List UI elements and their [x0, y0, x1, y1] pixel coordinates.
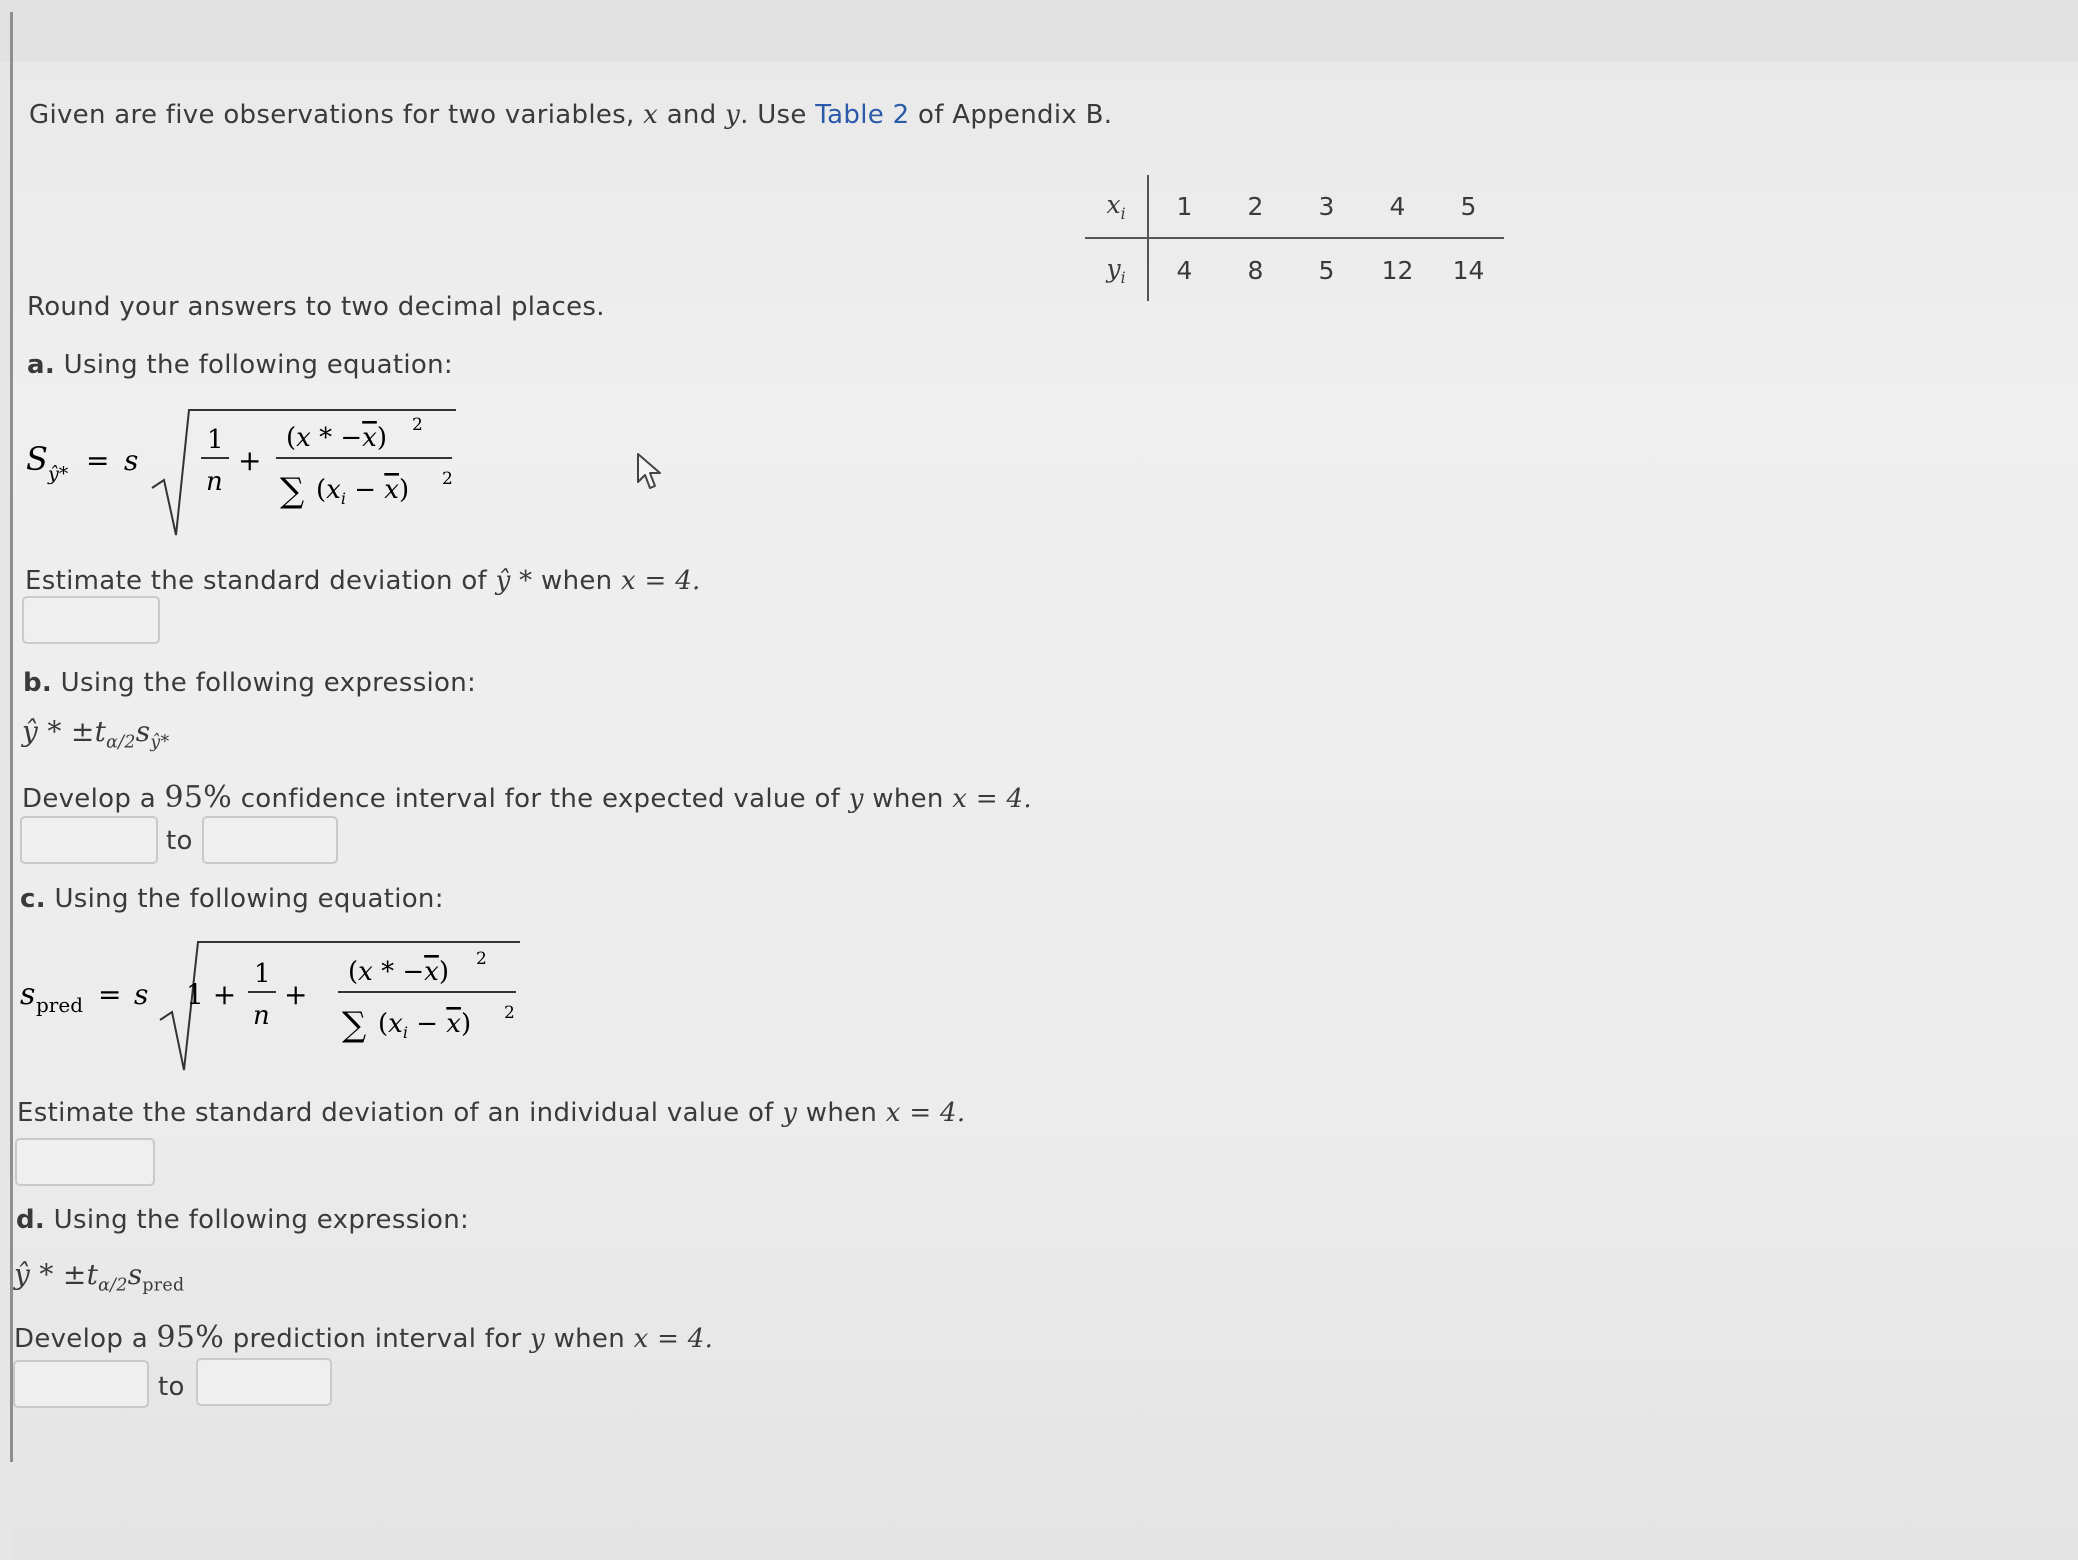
content-left-border	[10, 12, 13, 1462]
svg-text:(x * −x): (x * −x)	[348, 957, 449, 987]
part-a-question-suffix: when	[541, 566, 613, 596]
svg-text:n: n	[253, 1001, 270, 1031]
top-band	[0, 0, 2078, 62]
part-c-condition: x = 4.	[885, 1098, 966, 1128]
y-value: 5	[1318, 255, 1335, 285]
intro-use: . Use	[740, 100, 807, 130]
part-b-question: Develop a 95% confidence interval for the expected value of y when x = 4.	[22, 780, 1032, 815]
y-value: 12	[1381, 255, 1414, 285]
table-2-link[interactable]: Table 2	[815, 100, 910, 130]
svg-text:2: 2	[476, 949, 487, 969]
formula-ci-expression: ŷ * $\pm t_{\alpha/2}s_{ŷ*}$	[22, 715, 170, 753]
svg-text:2: 2	[504, 1003, 515, 1023]
part-a-label: a.	[27, 350, 56, 380]
part-a-question-prefix: Estimate the standard deviation of	[25, 566, 488, 596]
part-b-condition: x = 4.	[952, 784, 1032, 814]
part-d-condition: x = 4.	[633, 1324, 714, 1354]
part-c-question: Estimate the standard deviation of an individual value of y when x = 4.	[17, 1098, 966, 1128]
x-value: 3	[1291, 175, 1362, 238]
part-b-heading-text: Using the following expression:	[60, 668, 477, 698]
table-row-x	[1085, 175, 1504, 238]
intro-and: and	[666, 100, 717, 130]
part-c-question-prefix: Estimate the standard deviation of an individual value of	[17, 1098, 774, 1128]
table-row-y	[1085, 238, 1504, 301]
formula-s-pred	[18, 930, 538, 1080]
round-note: Round your answers to two decimal places.	[27, 292, 605, 322]
svg-text:pred: pred	[36, 993, 84, 1017]
y-value: 8	[1247, 255, 1264, 285]
row-y-label: $y_i$	[1085, 238, 1148, 301]
formula-pi-expression: ŷ * $\pm t_{\alpha/2}s_{pred}$	[14, 1258, 185, 1296]
svg-text:∑: ∑	[280, 471, 305, 511]
svg-text:1 +: 1 +	[186, 978, 237, 1011]
part-d-question-suffix: when	[553, 1324, 626, 1354]
svg-text:(xi − x): $(x_i - x)$	[316, 475, 410, 508]
svg-text:n: n	[206, 467, 223, 497]
svg-text:+: +	[284, 978, 308, 1011]
svg-text:+: +	[238, 444, 262, 477]
part-d-heading	[16, 1205, 469, 1235]
part-a-answer-input[interactable]	[22, 596, 160, 644]
row-x-label: $x_i$	[1085, 175, 1148, 238]
svg-text:=: =	[98, 978, 122, 1011]
part-d-heading-text: Using the following expression:	[53, 1205, 470, 1235]
part-b-question-suffix: when	[872, 784, 944, 814]
part-d-label: d.	[16, 1205, 46, 1235]
part-b-question-mid: confidence interval for the expected value of	[240, 784, 841, 814]
svg-text:ŷ*: ŷ*	[48, 463, 69, 485]
part-d-to-label: to	[158, 1372, 185, 1402]
part-d-question-prefix: Develop a	[14, 1324, 148, 1354]
mouse-cursor-icon	[636, 452, 664, 492]
part-b-lower-input[interactable]	[20, 816, 158, 864]
part-b-to-label: to	[166, 826, 193, 856]
intro-prefix: Given are five observations for two variables,	[29, 100, 635, 130]
part-b-percent: 95%	[164, 780, 233, 815]
part-b-heading	[23, 668, 476, 698]
part-d-question: Develop a 95% prediction interval for y when x = 4.	[14, 1320, 714, 1355]
part-a-question	[25, 566, 701, 596]
x-value: 4	[1362, 175, 1433, 238]
part-c-heading-text: Using the following equation:	[54, 884, 444, 914]
intro-var-y: y	[725, 100, 741, 130]
x-value: 1	[1148, 175, 1220, 238]
part-c-heading	[20, 884, 444, 914]
y-value: 14	[1452, 255, 1485, 285]
svg-text:s: s	[134, 978, 149, 1011]
part-a-heading	[27, 350, 453, 380]
svg-text:1: 1	[207, 425, 224, 455]
svg-text:=: =	[86, 444, 110, 477]
yhat-star-symbol: ŷ *	[495, 566, 533, 596]
part-c-question-suffix: when	[805, 1098, 878, 1128]
svg-text:S: S	[26, 440, 48, 478]
intro-var-x: x	[643, 100, 659, 130]
x-value: 5	[1433, 175, 1504, 238]
svg-text:∑: ∑	[342, 1005, 367, 1045]
part-b-label: b.	[23, 668, 53, 698]
svg-text:(xi − x): $(x_i - x)$	[378, 1009, 472, 1042]
part-c-answer-input[interactable]	[15, 1138, 155, 1186]
svg-text:2: 2	[412, 415, 423, 435]
part-d-percent: 95%	[156, 1320, 225, 1355]
observations-table	[1085, 175, 1504, 301]
part-d-upper-input[interactable]	[196, 1358, 332, 1406]
part-c-label: c.	[20, 884, 46, 914]
part-a-heading-text: Using the following equation:	[63, 350, 453, 380]
intro-text	[29, 100, 1112, 130]
svg-text:2: 2	[442, 469, 453, 489]
svg-text:(x * −x): (x * −x)	[286, 423, 387, 453]
page-left-margin	[0, 0, 10, 1560]
formula-s-yhat	[24, 400, 464, 545]
y-value: 4	[1176, 255, 1193, 285]
part-a-condition: x = 4.	[621, 566, 701, 596]
svg-text:s: s	[20, 977, 36, 1012]
x-value: 2	[1220, 175, 1291, 238]
part-b-question-prefix: Develop a	[22, 784, 156, 814]
part-b-upper-input[interactable]	[202, 816, 338, 864]
svg-text:s: s	[124, 444, 139, 477]
part-d-question-mid: prediction interval for	[232, 1324, 522, 1354]
part-d-lower-input[interactable]	[13, 1360, 149, 1408]
svg-text:1: 1	[254, 959, 271, 989]
intro-suffix: of Appendix B.	[918, 100, 1113, 130]
